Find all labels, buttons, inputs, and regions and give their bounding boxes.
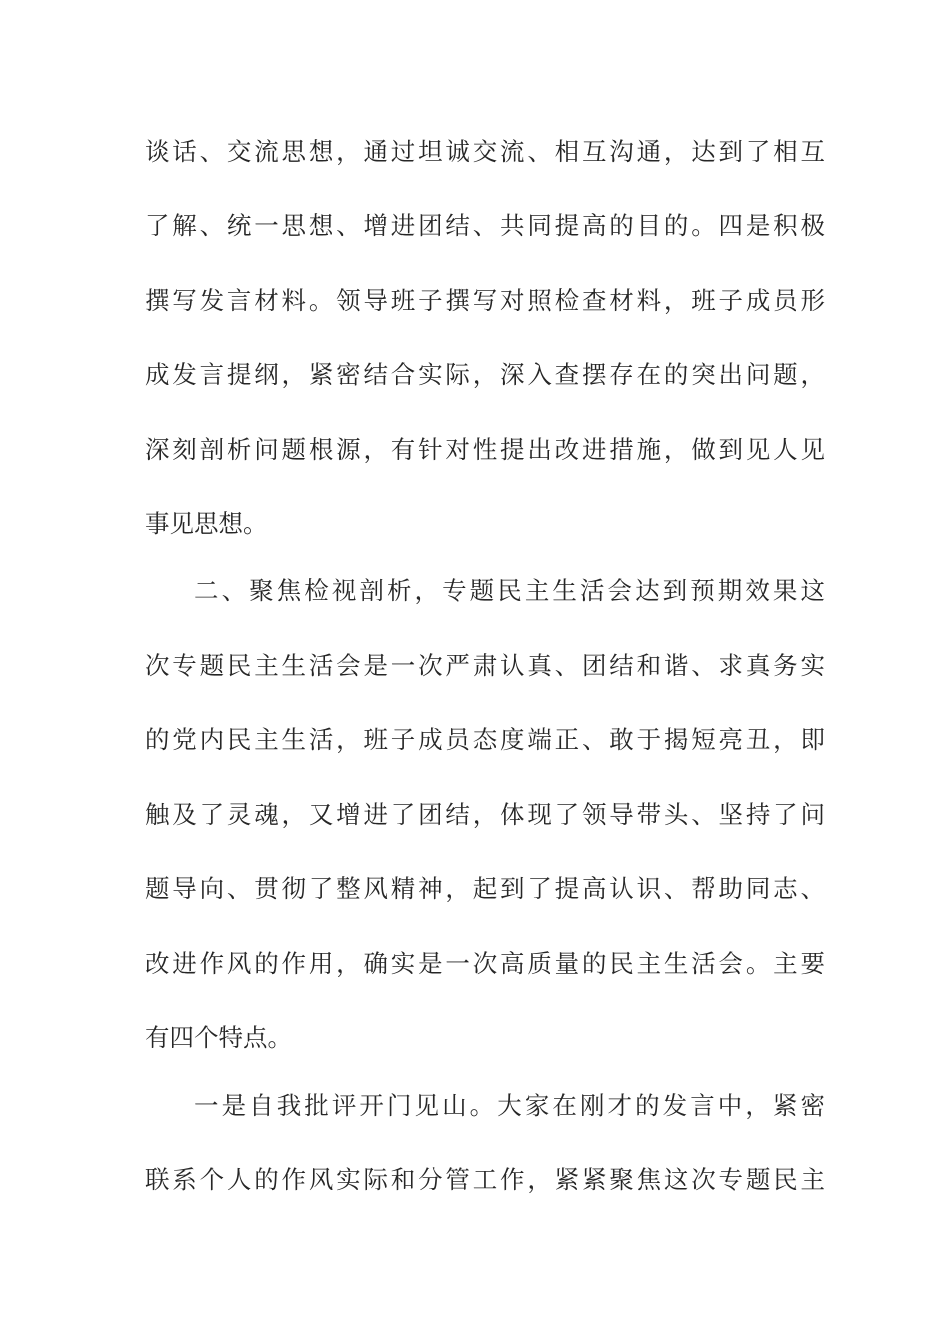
text-line: 成发言提纲，紧密结合实际，深入查摆存在的突出问题， [145,360,825,389]
text-line: 的党内民主生活，班子成员态度端正、敢于揭短亮丑，即 [145,725,825,754]
text-line: 改进作风的作用，确实是一次高质量的民主生活会。主要 [145,949,825,978]
text-line: 谈话、交流思想，通过坦诚交流、相互沟通，达到了相互 [145,137,825,166]
text-line: 有四个特点。 [145,1023,292,1052]
text-line: 深刻剖析问题根源，有针对性提出改进措施，做到见人见 [145,435,825,464]
text-line: 撰写发言材料。领导班子撰写对照检查材料，班子成员形 [145,286,825,315]
text-line: 联系个人的作风实际和分管工作，紧紧聚焦这次专题民主 [145,1165,825,1194]
text-line: 了解、统一思想、增进团结、共同提高的目的。四是积极 [145,211,825,240]
text-line: 题导向、贯彻了整风精神，起到了提高认识、帮助同志、 [145,874,825,903]
text-line: 触及了灵魂，又增进了团结，体现了领导带头、坚持了问 [145,800,825,829]
paragraph-start-line: 一是自我批评开门见山。大家在刚才的发言中，紧密 [194,1091,825,1120]
text-line: 次专题民主生活会是一次严肃认真、团结和谐、求真务实 [145,651,825,680]
text-line: 事见思想。 [145,509,268,538]
section-heading-line: 二、聚焦检视剖析，专题民主生活会达到预期效果这 [194,576,825,605]
